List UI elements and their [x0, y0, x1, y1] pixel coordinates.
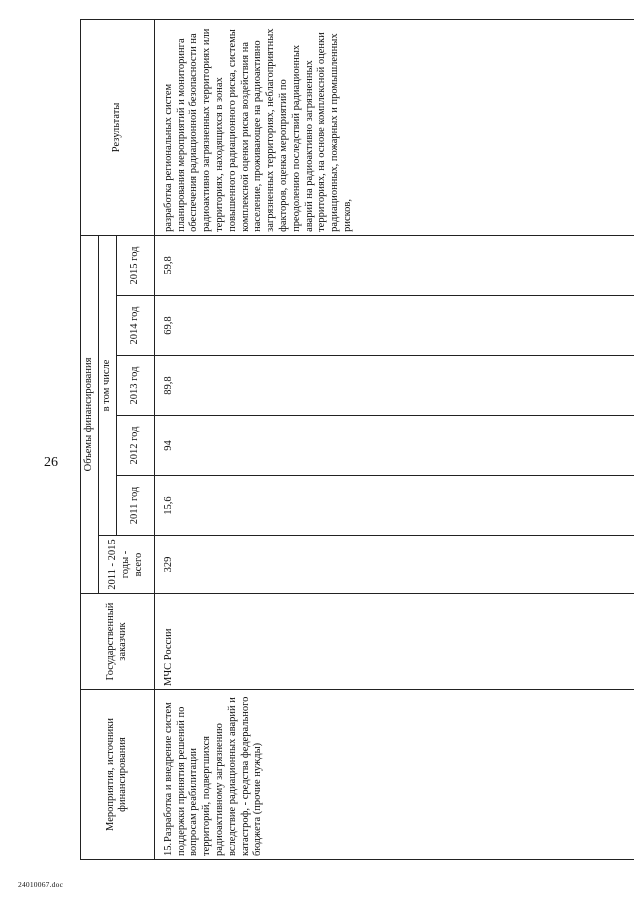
- row-number: 15.: [162, 842, 174, 856]
- header-activities: Мероприятия, источники финансирования: [81, 690, 155, 860]
- activity-cell: [154, 690, 634, 860]
- value-2012: 94: [154, 416, 634, 476]
- rotated-table-region: [80, 20, 640, 860]
- results-cell: разработка региональных систем планирования мероприятий и мониторинга обеспечения радиационной безопасности на радиоактивно загрязненных территориях или территориях, находящихся в зонах повышенного радиационного риска, системы комплексной оценки риска воздействия на население, проживающее на радиоактивно загрязненных территориях, неблагоприятных факторов, оценка мероприятий по преодолению последствий радиационных аварий на радиоактивно загрязненных территориях, на основе комплексной оценки радиационных, пожарных и промышленных рисков,: [154, 19, 634, 235]
- customer-cell: МЧС России: [154, 594, 634, 690]
- value-2011: 15,6: [154, 476, 634, 536]
- header-financing: Объемы финансирования: [81, 235, 99, 593]
- header-year-2014: 2014 год: [116, 296, 154, 356]
- activity-text: Разработка и внедрение систем поддержки принятия решений по вопросам реабилитации территорий, подвергшихся радиоактивному загрязнению вследствие радиационных аварий и катастроф, - средства федерального бюджета (прочие нужды): [162, 696, 264, 856]
- total-cell: 329: [154, 536, 634, 594]
- header-including: в том числе: [99, 235, 117, 535]
- header-total: 2011 - 2015 годы - всего: [99, 536, 155, 594]
- header-year-2013: 2013 год: [116, 356, 154, 416]
- header-results: Результаты: [81, 19, 155, 235]
- header-year-2011: 2011 год: [116, 476, 154, 536]
- header-customer: Государственный заказчик: [81, 594, 155, 690]
- financing-table: [80, 19, 634, 860]
- value-2015: 59,8: [154, 235, 634, 295]
- page-number: 26: [44, 455, 58, 470]
- value-2013: 89,8: [154, 356, 634, 416]
- document-code: 24010067.doc: [18, 880, 64, 889]
- table-row: [154, 19, 634, 859]
- value-2014: 69,8: [154, 296, 634, 356]
- header-year-2015: 2015 год: [116, 235, 154, 295]
- header-year-2012: 2012 год: [116, 416, 154, 476]
